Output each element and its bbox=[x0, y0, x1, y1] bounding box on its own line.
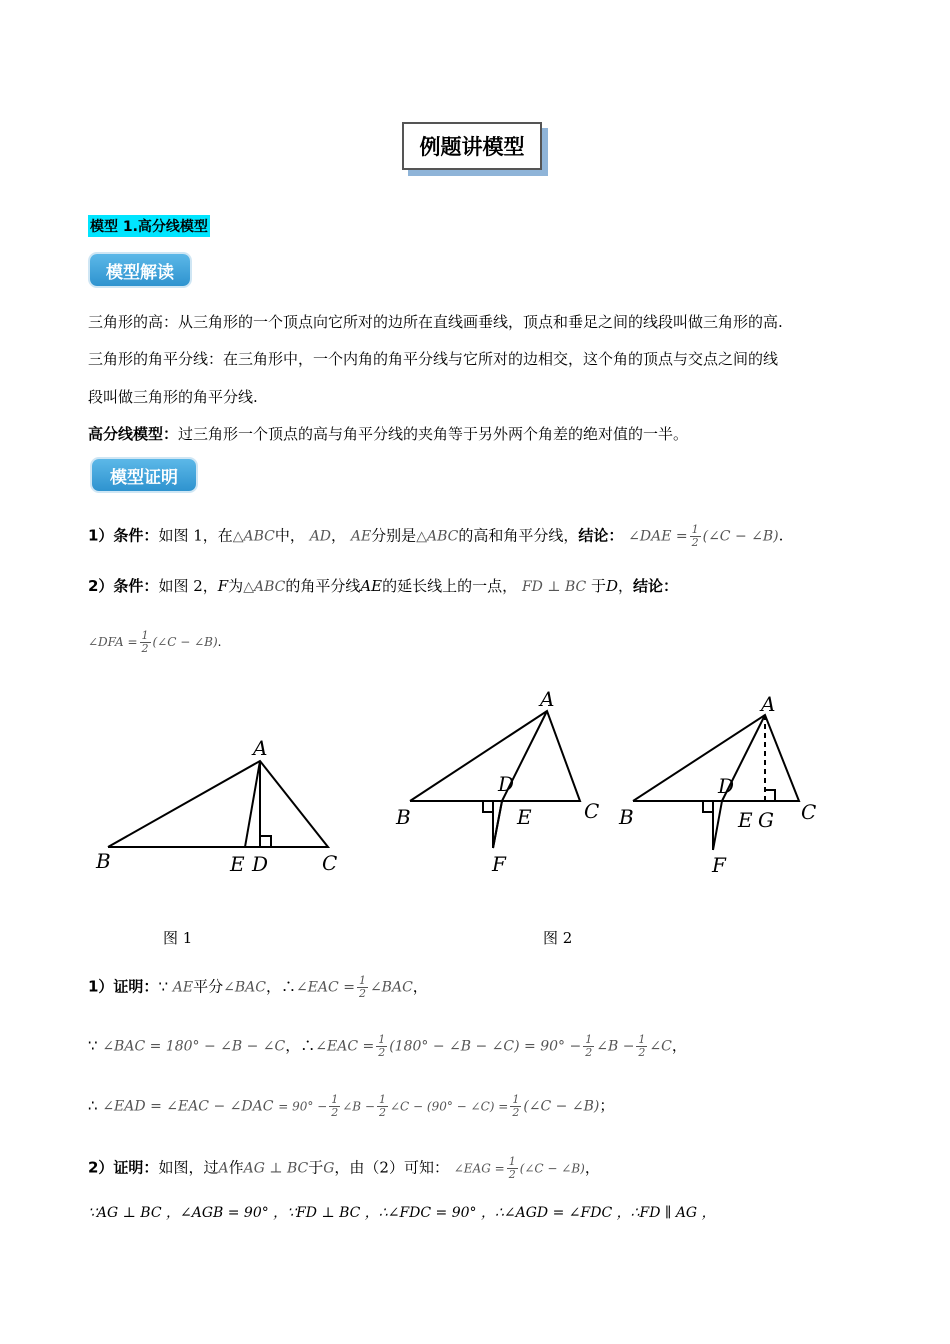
label-g: G bbox=[758, 808, 774, 832]
fraction-half: $\frac{1}{2}$ bbox=[378, 1033, 386, 1059]
condition-1-text-a: 如图 1，在 bbox=[158, 526, 233, 545]
right-angle-mark bbox=[260, 836, 271, 847]
condition-1-ae: AE bbox=[350, 528, 372, 545]
proof-2-eag-rhs: (∠C − ∠B) bbox=[519, 1161, 585, 1176]
condition-2-point-d: D bbox=[606, 577, 619, 595]
condition-2 bbox=[88, 576, 678, 597]
proof-2-line-1 bbox=[88, 1156, 600, 1181]
triangle-abc bbox=[108, 761, 328, 847]
condition-1-ad: AD bbox=[309, 528, 332, 545]
proof-1-line-3-c: ∠B − bbox=[342, 1099, 375, 1114]
proof-2-text-c: 于 bbox=[308, 1158, 324, 1177]
label-f: F bbox=[492, 852, 506, 876]
label-e: E bbox=[738, 808, 753, 832]
label-d: D bbox=[498, 772, 515, 796]
fraction-half: $\frac{1}{2}$ bbox=[331, 1093, 339, 1119]
figure-2-caption: 图 2 bbox=[543, 929, 573, 947]
figure-1 bbox=[90, 730, 360, 880]
condition-2-formula-lhs: ∠DFA = bbox=[88, 635, 138, 649]
model-text: 过三角形一个顶点的高与角平分线的夹角等于另外两个角差的绝对值的一半。 bbox=[178, 425, 689, 443]
figure-3 bbox=[615, 690, 840, 890]
triangle-abc bbox=[633, 715, 799, 801]
proof-1-therefore: ，∴ bbox=[265, 977, 296, 996]
proof-1-line-2-a: ∠BAC = 180° − ∠B − ∠C bbox=[102, 1038, 286, 1055]
condition-2-text-c: 的角平分线 bbox=[285, 577, 361, 595]
proof-1-line-3-d: ∠C − (90° − ∠C) = bbox=[389, 1099, 509, 1114]
fraction-half: $\frac{1}{2}$ bbox=[358, 974, 366, 1000]
bisector-ae bbox=[245, 761, 260, 847]
condition-2-point-f: F bbox=[217, 577, 229, 595]
proof-2-end: ， bbox=[584, 1158, 600, 1177]
proof-1-line-3-therefore: ∴ bbox=[88, 1096, 98, 1115]
proof-1-end: ， bbox=[412, 977, 428, 996]
condition-2-text-a: 如图 2， bbox=[158, 577, 218, 595]
condition-2-label: 2）条件： bbox=[88, 577, 159, 595]
proof-1-line-3-a: ∠EAD = ∠EAC − ∠DAC bbox=[102, 1098, 274, 1115]
proof-1-line-1 bbox=[88, 975, 428, 1000]
label-c: C bbox=[801, 800, 817, 824]
proof-2-point-a: A bbox=[218, 1160, 229, 1177]
condition-2-formula-rhs: (∠C − ∠B) bbox=[152, 635, 218, 649]
proof-2-eag: ∠EAG = bbox=[453, 1161, 505, 1176]
proof-2-label: 2）证明： bbox=[88, 1158, 159, 1177]
label-b: B bbox=[619, 805, 634, 829]
condition-2-conclusion-label: 结论： bbox=[633, 577, 679, 595]
condition-2-fd-perp-bc: FD ⊥ BC bbox=[521, 579, 587, 595]
paragraph-bisector-line1: 三角形的角平分线：在三角形中，一个内角的角平分线与它所对的边相交，这个角的顶点与交点之间的线 bbox=[88, 350, 779, 368]
proof-1-line-2-therefore: ，∴ bbox=[285, 1036, 316, 1055]
condition-1-formula-rhs: (∠C − ∠B) bbox=[702, 528, 779, 545]
condition-1-triangle-2: △ABC bbox=[416, 528, 459, 545]
badge-model-reading: 模型解读 bbox=[90, 254, 190, 286]
proof-1-bac-2: ∠BAC bbox=[369, 979, 413, 996]
segment-ef bbox=[493, 801, 502, 848]
condition-1-text-c: 分别是 bbox=[371, 526, 417, 545]
fraction-half: $\frac{1}{2}$ bbox=[508, 1155, 516, 1181]
proof-1-bac: ∠BAC bbox=[223, 979, 266, 996]
condition-2-formula: ∠DFA = $\frac{1}{2}$ (∠C − ∠B). bbox=[88, 629, 222, 655]
condition-1-label: 1）条件： bbox=[88, 526, 159, 545]
proof-1-line-2-d: ∠B − bbox=[596, 1038, 635, 1055]
condition-2-text-e: 于 bbox=[590, 577, 606, 595]
proof-2-line-2: ∵AG ⊥ BC ，∠AGB = 90° ，∵FD ⊥ BC ，∴∠FDC = 90° ，∴∠AGD = ∠FDC ，∴FD ∥ AG ， bbox=[88, 1205, 716, 1221]
paragraph-model bbox=[88, 424, 688, 444]
model-label: 高分线模型： bbox=[88, 425, 179, 443]
fraction-half: $\frac{1}{2}$ bbox=[141, 629, 149, 655]
fraction-half: $\frac{1}{2}$ bbox=[638, 1033, 646, 1059]
page-title: 例题讲模型 bbox=[402, 122, 542, 170]
condition-2-text-b: 为 bbox=[228, 577, 244, 595]
condition-1-comma: ， bbox=[331, 526, 347, 545]
proof-2-text-b: 作 bbox=[228, 1158, 244, 1177]
label-b: B bbox=[396, 805, 411, 829]
label-b: B bbox=[96, 849, 111, 873]
proof-1-line-2 bbox=[88, 1034, 687, 1059]
proof-1-line-3-end: ； bbox=[599, 1096, 615, 1115]
proof-1-line-3-e: (∠C − ∠B) bbox=[523, 1098, 600, 1115]
condition-1-text-d: 的高和角平分线， bbox=[458, 526, 579, 545]
condition-1-text-b: 中， bbox=[274, 526, 305, 545]
right-angle-mark bbox=[483, 801, 493, 812]
label-c: C bbox=[584, 799, 600, 823]
proof-1-bisect: 平分 bbox=[193, 977, 224, 996]
condition-1-conclusion-label: 结论： bbox=[578, 526, 624, 545]
fraction-half: $\frac{1}{2}$ bbox=[585, 1033, 593, 1059]
right-angle-mark-d bbox=[703, 801, 713, 812]
proof-1-line-2-b: ∠EAC = bbox=[315, 1038, 375, 1055]
model-heading: 模型 1.高分线模型 bbox=[88, 215, 210, 237]
proof-1-line-2-end: ， bbox=[671, 1036, 687, 1055]
condition-2-triangle: △ABC bbox=[243, 579, 286, 595]
label-d: D bbox=[252, 852, 269, 876]
proof-2-point-g: G bbox=[323, 1160, 335, 1177]
proof-1-ae: AE bbox=[172, 979, 194, 996]
proof-1-because: ∵ bbox=[158, 977, 168, 996]
right-angle-mark-g bbox=[765, 790, 775, 801]
condition-1-triangle: △ABC bbox=[232, 528, 275, 545]
segment-ef bbox=[713, 801, 722, 850]
paragraph-altitude: 三角形的高：从三角形的一个顶点向它所对的边所在直线画垂线，顶点和垂足之间的线段叫做三角形的高. bbox=[88, 313, 783, 331]
condition-2-ae: AE bbox=[360, 577, 383, 595]
label-e: E bbox=[230, 852, 245, 876]
proof-1-line-3 bbox=[88, 1094, 614, 1119]
figure-2 bbox=[390, 685, 610, 885]
label-c: C bbox=[322, 851, 338, 875]
badge-model-proof: 模型证明 bbox=[92, 459, 196, 491]
proof-2-text-a: 如图，过 bbox=[158, 1158, 219, 1177]
label-d: D bbox=[718, 774, 735, 798]
fraction-half: $\frac{1}{2}$ bbox=[378, 1093, 386, 1119]
triangle-abc bbox=[410, 711, 580, 801]
condition-1: 1）条件：如图 1，在△ABC中， AD， AE分别是△ABC的高和角平分线，结论： ∠DAE = $\frac{1}{2}$ (∠C − ∠B). bbox=[88, 523, 784, 549]
condition-2-text-d: 的延长线上的一点， bbox=[382, 577, 518, 595]
proof-1-label: 1）证明： bbox=[88, 977, 159, 996]
proof-1-line-2-c: (180° − ∠B − ∠C) = 90° − bbox=[389, 1038, 582, 1055]
fraction-half: $\frac{1}{2}$ bbox=[512, 1093, 520, 1119]
proof-1-line-2-e: ∠C bbox=[649, 1038, 672, 1055]
paragraph-bisector-line2: 段叫做三角形的角平分线. bbox=[88, 388, 258, 406]
figure-1-caption: 图 1 bbox=[163, 929, 193, 947]
label-e: E bbox=[517, 805, 532, 829]
label-a: A bbox=[253, 736, 268, 760]
proof-1-line-3-b: = 90° − bbox=[278, 1099, 328, 1114]
fraction-half: $\frac{1}{2}$ bbox=[691, 523, 699, 549]
label-f: F bbox=[712, 853, 726, 877]
label-a: A bbox=[540, 687, 555, 711]
label-a: A bbox=[761, 692, 776, 716]
proof-1-line-2-because: ∵ bbox=[88, 1036, 98, 1055]
proof-2-ag-perp-bc: AG ⊥ BC bbox=[243, 1160, 309, 1177]
proof-1-eac: ∠EAC = bbox=[295, 979, 355, 996]
proof-2-text-d: ，由（2）可知： bbox=[334, 1158, 449, 1177]
condition-2-comma: ， bbox=[618, 577, 634, 595]
condition-1-formula-lhs: ∠DAE = bbox=[628, 528, 688, 545]
